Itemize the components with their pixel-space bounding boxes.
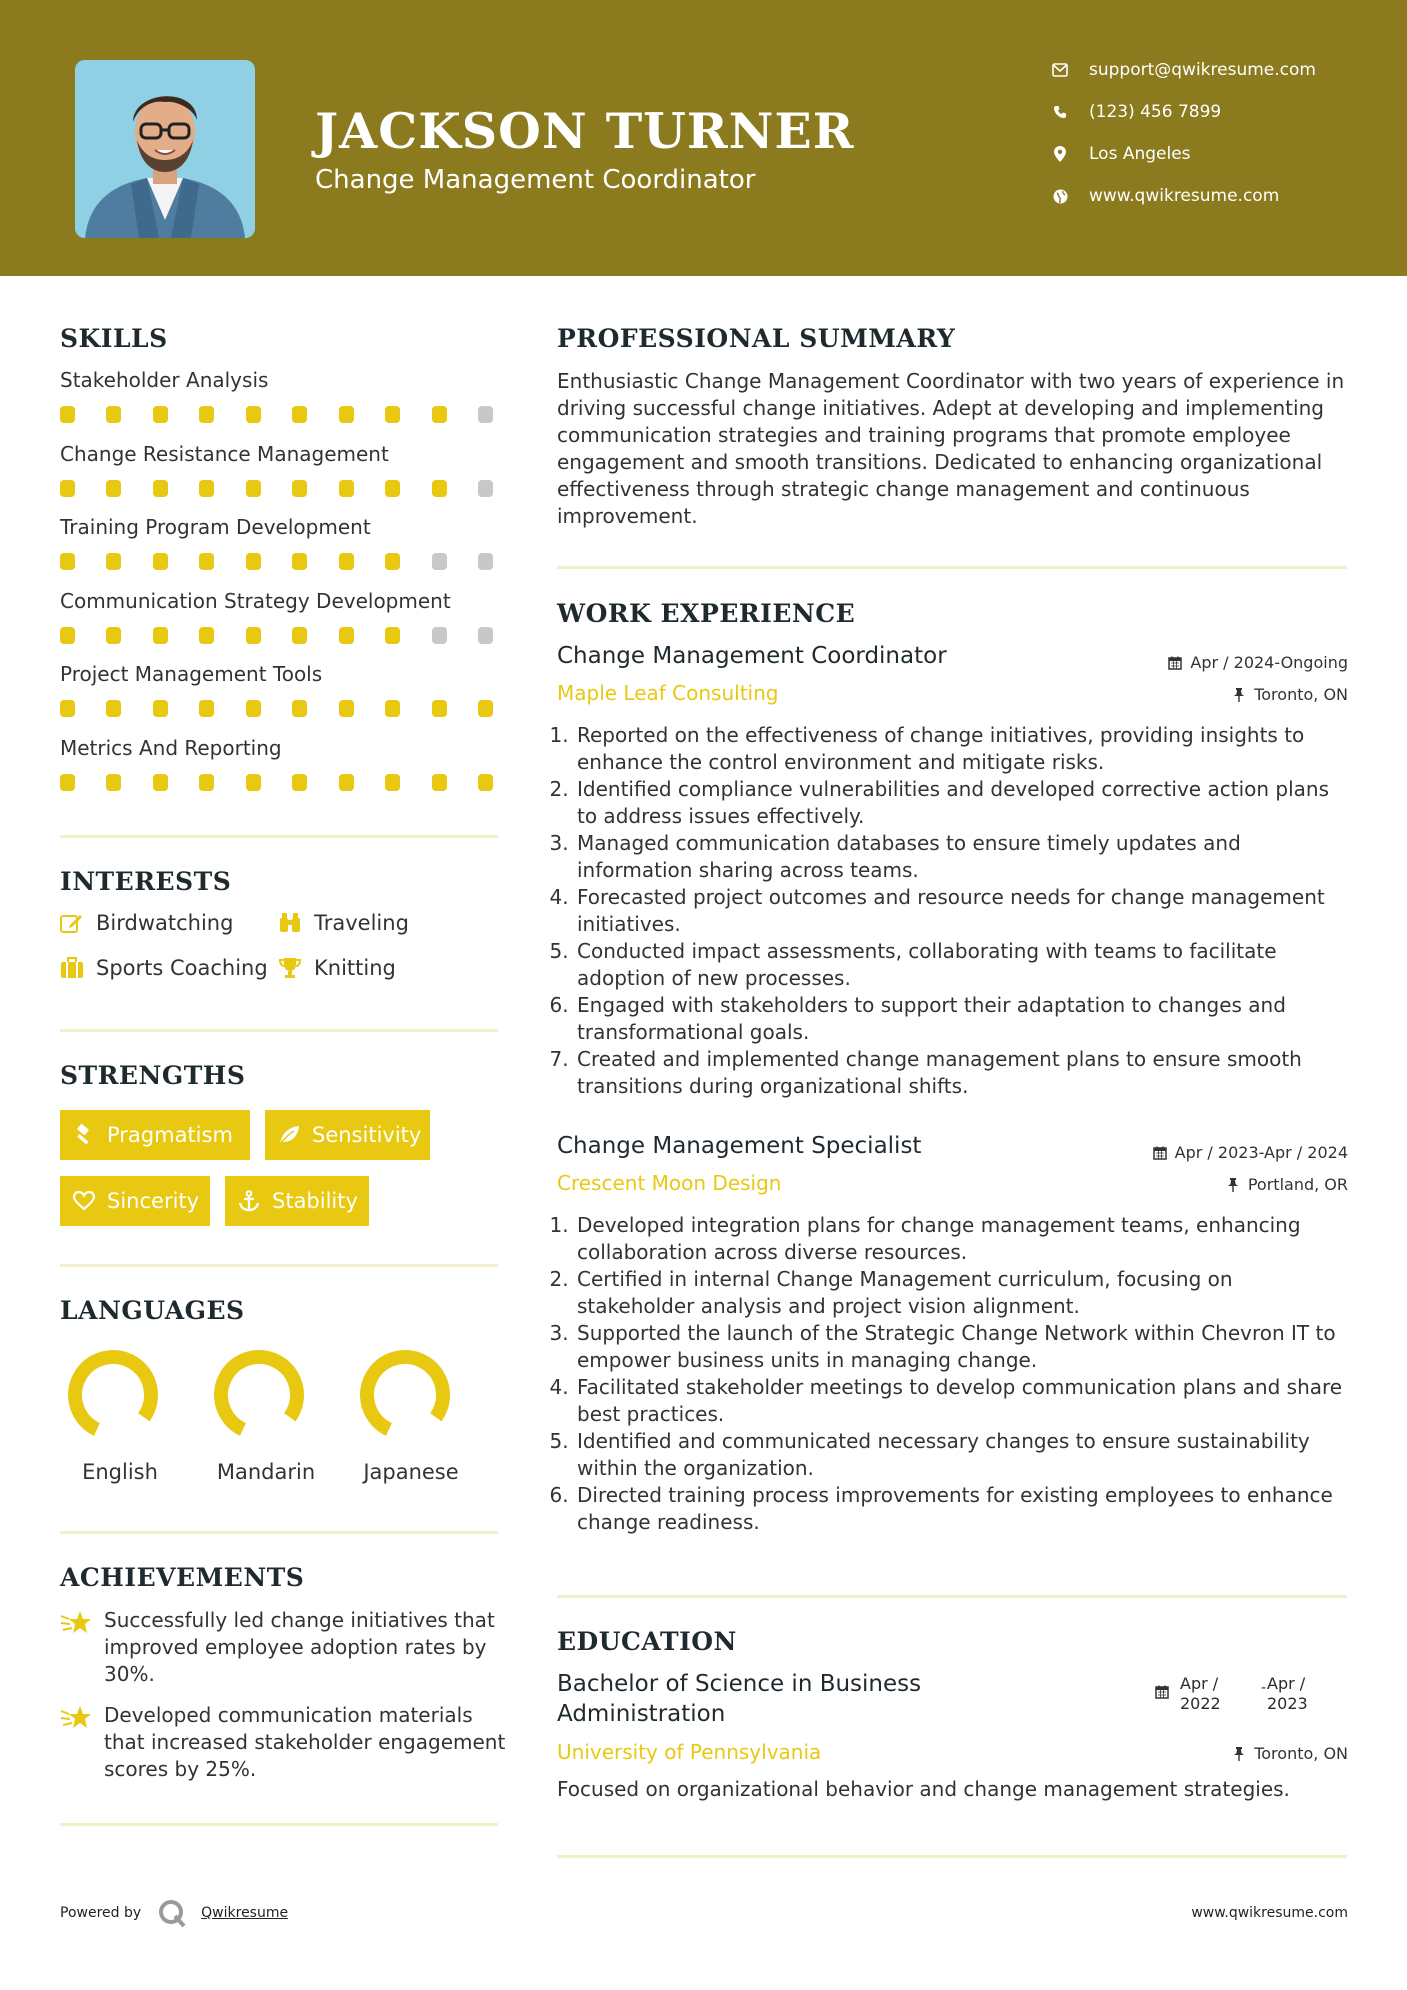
interest-label: Birdwatching — [96, 911, 234, 935]
skill-dot-filled — [385, 627, 400, 644]
skills-title: SKILLS — [60, 324, 168, 353]
job-location-text: Toronto, ON — [1254, 685, 1348, 704]
skill-name: Training Program Development — [60, 515, 371, 539]
strength-label: Pragmatism — [107, 1123, 233, 1147]
skill-dot-filled — [292, 627, 307, 644]
skill-dot-filled — [199, 700, 214, 717]
edu-start-line-2: 2022 — [1180, 1694, 1221, 1713]
job-dates-text: Apr / 2024-Ongoing — [1190, 653, 1348, 672]
skill-dot-filled — [199, 774, 214, 791]
bullet-item: 1. Reported on the effectiveness of change initiatives, providing insights to enhance the control environment and mitigate risks. — [575, 722, 1352, 776]
section-divider — [60, 1823, 498, 1826]
skill-rating — [60, 480, 500, 498]
skill-dot-filled — [106, 627, 121, 644]
interest-item — [60, 911, 233, 935]
degree-line-2: Administration — [557, 1701, 726, 1727]
skill-dot-filled — [292, 480, 307, 497]
binoculars-icon — [278, 912, 302, 934]
skill-dot-filled — [60, 700, 75, 717]
bullet-item: 7. Created and implemented change management plans to ensure smooth transitions during organizational shifts. — [575, 1046, 1352, 1100]
section-divider — [60, 1264, 498, 1267]
language-ring-arc — [75, 1357, 151, 1429]
shooting-star-icon — [60, 1702, 94, 1732]
globe-icon — [1052, 188, 1068, 204]
interest-item — [278, 956, 396, 980]
skill-rating — [60, 774, 500, 792]
resume-header — [0, 0, 1407, 276]
briefcase-icon — [60, 957, 84, 979]
summary-title: PROFESSIONAL SUMMARY — [557, 324, 956, 353]
shooting-star-icon — [60, 1607, 94, 1637]
bullet-item: 6. Directed training process improvements for existing employees to enhance change readiness. — [575, 1482, 1352, 1536]
section-divider — [557, 1595, 1347, 1598]
language-ring — [212, 1348, 306, 1442]
calendar-icon — [1155, 1684, 1169, 1703]
profile-photo — [75, 60, 255, 238]
edu-end-line-2: 2023 — [1267, 1694, 1308, 1713]
heart-icon — [73, 1190, 95, 1212]
achievement-text: Successfully led change initiatives that improved employee adoption rates by 30%. — [104, 1608, 495, 1686]
skill-dot-filled — [246, 700, 261, 717]
location-pin-icon — [1052, 146, 1068, 162]
language-ring-arc — [221, 1357, 297, 1429]
skill-dot-filled — [292, 406, 307, 423]
skill-dot-empty — [432, 627, 447, 644]
skill-dot-filled — [385, 700, 400, 717]
strength-tag — [60, 1110, 250, 1160]
skill-dot-filled — [106, 553, 121, 570]
skill-dot-filled — [432, 480, 447, 497]
edu-start-line-1: Apr / — [1180, 1674, 1219, 1693]
skill-rating — [60, 406, 500, 424]
skill-dot-filled — [339, 406, 354, 423]
skill-dot-filled — [339, 553, 354, 570]
contact-email-text: support@qwikresume.com — [1089, 60, 1316, 80]
section-divider — [557, 1855, 1347, 1858]
skill-dot-filled — [106, 774, 121, 791]
interest-label: Traveling — [314, 911, 409, 935]
skill-dot-filled — [385, 774, 400, 791]
education-location-text: Toronto, ON — [1254, 1744, 1348, 1763]
candidate-name: JACKSON TURNER — [315, 102, 855, 160]
skill-dot-filled — [199, 406, 214, 423]
interest-label: Knitting — [314, 956, 396, 980]
edu-end-line-1: Apr / — [1267, 1674, 1306, 1693]
job-location-text: Portland, OR — [1247, 1175, 1348, 1194]
skill-dot-filled — [106, 700, 121, 717]
education-description: Focused on organizational behavior and change management strategies. — [557, 1777, 1290, 1801]
skill-dot-filled — [339, 480, 354, 497]
bullet-item: 4. Forecasted project outcomes and resource needs for change management initiatives. — [575, 884, 1352, 938]
strength-tag — [265, 1110, 430, 1160]
interests-title: INTERESTS — [60, 867, 232, 896]
contact-website-text: www.qwikresume.com — [1089, 186, 1280, 206]
language-ring-arc — [367, 1357, 443, 1429]
skill-dot-filled — [153, 627, 168, 644]
calendar-icon — [1153, 1146, 1167, 1160]
pencil-square-icon — [60, 912, 84, 934]
skill-dot-filled — [246, 553, 261, 570]
contact-location-text: Los Angeles — [1089, 144, 1191, 164]
bullet-item: 2. Identified compliance vulnerabilities and developed corrective action plans to address issues effectively. — [575, 776, 1352, 830]
skill-rating — [60, 700, 500, 718]
section-divider — [60, 835, 498, 838]
skill-dot-filled — [153, 406, 168, 423]
skill-dot-empty — [478, 480, 493, 497]
pushpin-icon — [1232, 1747, 1246, 1761]
skill-dot-filled — [153, 553, 168, 570]
language-ring — [358, 1348, 452, 1442]
footer-powered-by — [60, 1898, 288, 1928]
skill-dot-filled — [432, 406, 447, 423]
pushpin-icon — [1226, 1178, 1240, 1192]
strength-tag — [60, 1176, 210, 1226]
bullet-item: 5. Identified and communicated necessary changes to ensure sustainability within the organization. — [575, 1428, 1352, 1482]
skill-dot-filled — [153, 480, 168, 497]
skill-dot-empty — [478, 627, 493, 644]
bullet-item: 5. Conducted impact assessments, collaborating with teams to facilitate adoption of new processes. — [575, 938, 1352, 992]
strength-label: Sensitivity — [312, 1123, 422, 1147]
gavel-icon — [73, 1124, 95, 1146]
envelope-icon — [1052, 62, 1068, 78]
skill-dot-filled — [339, 774, 354, 791]
brand-link[interactable]: Qwikresume — [201, 1905, 289, 1921]
section-divider — [60, 1029, 498, 1032]
contact-location — [1052, 144, 1191, 164]
job-dates — [1153, 1143, 1348, 1162]
interest-label: Sports Coaching — [96, 956, 268, 980]
skill-dot-filled — [60, 406, 75, 423]
skill-name: Stakeholder Analysis — [60, 368, 269, 392]
skill-dot-filled — [153, 774, 168, 791]
trophy-icon — [278, 957, 302, 979]
contact-phone-text: (123) 456 7899 — [1089, 102, 1222, 122]
skill-name: Metrics And Reporting — [60, 735, 282, 760]
bullet-item: 4. Facilitated stakeholder meetings to develop communication plans and share best practices. — [575, 1374, 1352, 1428]
job-title: Change Management Coordinator — [557, 643, 947, 669]
skill-dot-filled — [339, 700, 354, 717]
skill-dot-filled — [292, 700, 307, 717]
bullet-item: 6. Engaged with stakeholders to support their adaptation to changes and transformational goals. — [575, 992, 1352, 1046]
skill-dot-filled — [246, 480, 261, 497]
skill-rating — [60, 553, 500, 571]
achievement-item — [60, 1607, 510, 1688]
achievement-item — [60, 1702, 510, 1783]
skill-dot-empty — [478, 553, 493, 570]
skill-dot-filled — [199, 480, 214, 497]
skill-dot-filled — [106, 480, 121, 497]
skill-dot-filled — [199, 553, 214, 570]
skill-dot-empty — [478, 406, 493, 423]
strength-label: Sincerity — [107, 1189, 200, 1213]
contact-email[interactable] — [1052, 60, 1316, 80]
leaf-icon — [278, 1124, 300, 1146]
skill-dot-filled — [432, 774, 447, 791]
skill-dot-filled — [385, 480, 400, 497]
skill-dot-filled — [60, 480, 75, 497]
achievements-title: ACHIEVEMENTS — [60, 1563, 305, 1592]
job-title: Change Management Specialist — [557, 1133, 922, 1159]
contact-phone[interactable] — [1052, 102, 1221, 122]
language-label: Japanese — [363, 1460, 459, 1484]
strength-tag — [225, 1176, 369, 1226]
phone-icon — [1052, 104, 1068, 120]
skill-dot-empty — [432, 553, 447, 570]
summary-text: Enthusiastic Change Management Coordinator with two years of experience in driving successful change initiatives. Adept at developing and implementing communication strategies and training programs that promote employee engagement and smooth transitions. Dedicated to enhancing organizational effectiveness through strategic change management and continuous improvement. — [557, 369, 1345, 528]
language-label: Mandarin — [216, 1460, 316, 1484]
skill-dot-filled — [339, 627, 354, 644]
edu-date-separator: - — [1261, 1680, 1267, 1696]
skill-dot-filled — [385, 553, 400, 570]
skill-dot-filled — [432, 700, 447, 717]
skill-dot-filled — [60, 553, 75, 570]
skill-rating — [60, 627, 500, 645]
skill-dot-filled — [60, 627, 75, 644]
language-label: English — [82, 1460, 158, 1484]
bullet-item: 1. Developed integration plans for change management teams, enhancing collaboration across diverse resources. — [575, 1212, 1352, 1266]
anchor-icon — [238, 1190, 260, 1212]
company-name: Crescent Moon Design — [557, 1171, 782, 1195]
bullet-item: 3. Managed communication databases to ensure timely updates and information sharing across teams. — [575, 830, 1352, 884]
job-dates-text: Apr / 2023-Apr / 2024 — [1174, 1143, 1348, 1162]
skill-dot-filled — [246, 406, 261, 423]
job-location — [1232, 685, 1348, 704]
school-name: University of Pennsylvania — [557, 1740, 822, 1764]
section-divider — [60, 1531, 498, 1534]
pushpin-icon — [1232, 688, 1246, 702]
education-dates — [1155, 1674, 1355, 1718]
skill-dot-filled — [246, 627, 261, 644]
skill-dot-filled — [153, 700, 168, 717]
bullet-item: 2. Certified in internal Change Management curriculum, focusing on stakeholder analysis and project vision alignment. — [575, 1266, 1352, 1320]
education-title: EDUCATION — [557, 1627, 737, 1656]
education-location — [1232, 1744, 1348, 1763]
skill-dot-filled — [246, 774, 261, 791]
qwikresume-logo-icon — [157, 1898, 187, 1928]
language-ring — [66, 1348, 160, 1442]
skill-dot-filled — [199, 627, 214, 644]
languages-title: LANGUAGES — [60, 1296, 245, 1325]
interest-item — [278, 911, 409, 935]
section-divider — [557, 566, 1347, 569]
job-dates — [1168, 653, 1348, 672]
job-bullets — [557, 1212, 1352, 1536]
achievement-text: Developed communication materials that increased stakeholder engagement scores by 25%. — [104, 1703, 506, 1781]
job-location — [1226, 1175, 1348, 1194]
powered-by-text: Powered by — [60, 1905, 142, 1921]
skill-dot-filled — [292, 774, 307, 791]
skill-name: Project Management Tools — [60, 662, 323, 686]
degree-line-1: Bachelor of Science in Business — [557, 1671, 922, 1697]
skill-dot-filled — [385, 406, 400, 423]
interest-item — [60, 956, 268, 980]
experience-title: WORK EXPERIENCE — [557, 599, 856, 628]
job-bullets — [557, 722, 1352, 1100]
skill-name: Communication Strategy Development — [60, 588, 451, 613]
skill-dot-filled — [292, 553, 307, 570]
skill-dot-filled — [106, 406, 121, 423]
skill-name: Change Resistance Management — [60, 441, 389, 466]
strength-label: Stability — [272, 1189, 358, 1213]
company-name: Maple Leaf Consulting — [557, 681, 779, 705]
candidate-role: Change Management Coordinator — [315, 165, 756, 195]
skill-dot-filled — [60, 774, 75, 791]
bullet-item: 3. Supported the launch of the Strategic Change Network within Chevron IT to empower business units in managing change. — [575, 1320, 1352, 1374]
footer-website[interactable]: www.qwikresume.com — [1191, 1905, 1348, 1921]
contact-website[interactable] — [1052, 186, 1279, 206]
calendar-icon — [1168, 656, 1182, 670]
skill-dot-filled — [478, 774, 493, 791]
strengths-title: STRENGTHS — [60, 1061, 246, 1090]
skill-dot-filled — [478, 700, 493, 717]
